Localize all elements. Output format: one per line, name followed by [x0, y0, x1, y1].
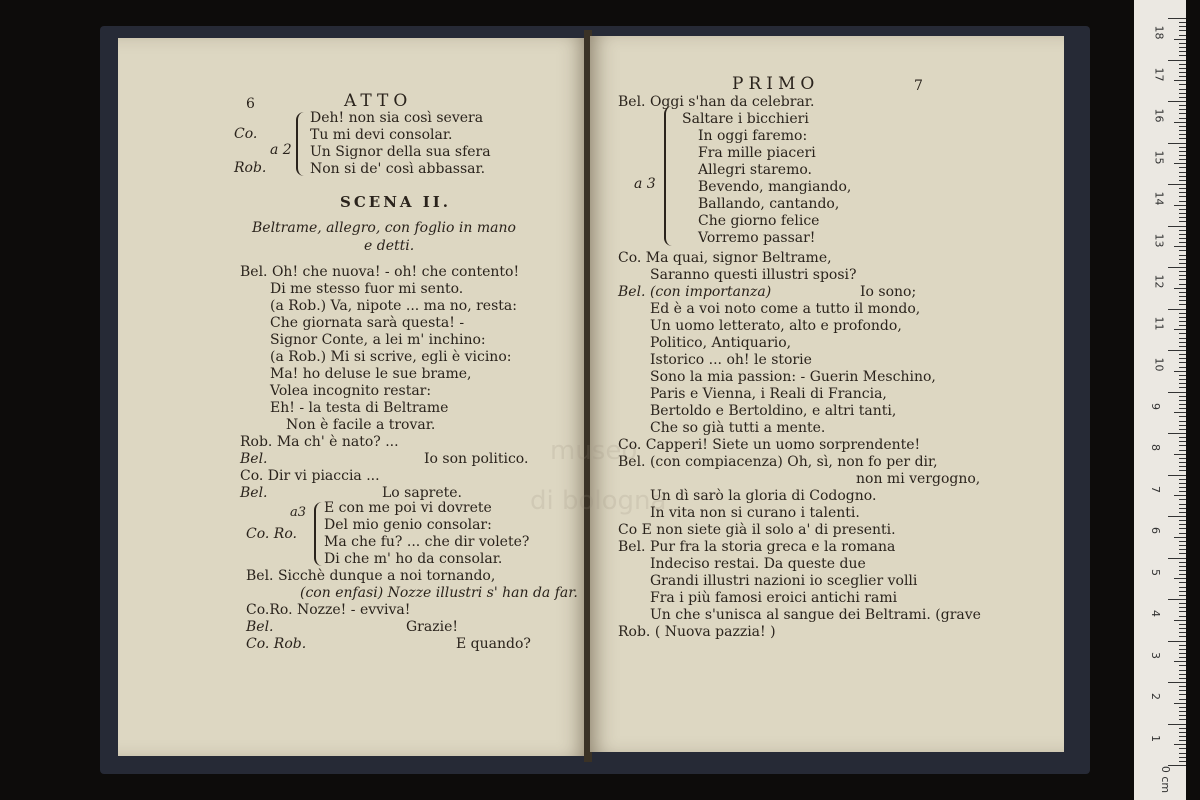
dialogue-line: Bertoldo e Bertoldino, e altri tanti,	[650, 403, 897, 419]
brace-line	[296, 112, 304, 176]
ruler-number: 2	[1149, 693, 1162, 700]
ruler-number: 7	[1149, 485, 1162, 493]
verse-line: Che giorno felice	[698, 213, 820, 229]
verse-line: Non si de' così abbassar.	[310, 161, 486, 177]
ruler-tick	[1179, 375, 1186, 376]
ruler-tick	[1179, 487, 1186, 488]
dialogue-line: Grandi illustri nazioni io sceglier volli	[650, 573, 918, 589]
ruler-tick	[1179, 93, 1186, 94]
ruler-tick	[1179, 711, 1186, 712]
ruler-tick	[1179, 367, 1186, 368]
ruler-tick	[1179, 43, 1186, 44]
ruler-tick	[1179, 678, 1186, 679]
ruler-tick	[1174, 246, 1186, 247]
ruler-tick	[1179, 30, 1186, 31]
ruler-tick	[1179, 649, 1186, 650]
ruler-tick	[1179, 238, 1186, 239]
ruler-tick	[1179, 653, 1186, 654]
dialogue-line: Co. Dir vi piaccia ...	[240, 468, 380, 484]
ruler-tick	[1179, 450, 1186, 451]
stage-direction: e detti.	[364, 238, 415, 254]
ruler-tick	[1168, 724, 1186, 725]
dialogue-line: Bel. (con importanza)	[618, 284, 772, 300]
ruler-tick	[1179, 416, 1186, 417]
verse-line: Deh! non sia così severa	[310, 110, 484, 126]
dialogue-line: In vita non si curano i talenti.	[650, 505, 860, 521]
brace-line	[314, 502, 322, 566]
verse-line: In oggi faremo:	[698, 128, 808, 144]
ruler-tick	[1179, 47, 1186, 48]
ruler-tick	[1179, 562, 1186, 563]
dialogue-line: Bel. Pur fra la storia greca e la romana	[618, 539, 896, 555]
ruler-tick	[1179, 387, 1186, 388]
dialogue-line: Rob. Ma ch' è nato? ...	[240, 434, 399, 450]
verse-line: Allegri staremo.	[698, 162, 812, 178]
ruler-tick	[1168, 433, 1186, 434]
ruler-tick	[1179, 217, 1186, 218]
dialogue-line: Io son politico.	[424, 451, 529, 467]
ruler-tick	[1179, 686, 1186, 687]
ruler-tick	[1179, 533, 1186, 534]
ruler-tick	[1179, 748, 1186, 749]
dialogue-line: E quando?	[456, 636, 531, 652]
ruler-tick	[1179, 587, 1186, 588]
dialogue-line: Fra i più famosi eroici antichi rami	[650, 590, 898, 606]
ruler-tick	[1179, 670, 1186, 671]
ruler-tick	[1179, 479, 1186, 480]
ruler-tick	[1179, 221, 1186, 222]
ruler-tick	[1174, 661, 1186, 662]
page-header: ATTO	[344, 91, 413, 111]
ruler-tick	[1168, 516, 1186, 517]
ruler-tick	[1179, 321, 1186, 322]
ruler-tick	[1174, 744, 1186, 745]
ruler-tick	[1179, 362, 1186, 363]
dialogue-line: (a Rob.) Va, nipote ... ma no, resta:	[270, 298, 517, 314]
ruler-tick	[1179, 317, 1186, 318]
ruler-tick	[1179, 404, 1186, 405]
ruler-tick	[1179, 196, 1186, 197]
ruler-tick	[1179, 715, 1186, 716]
verse-line: Ballando, cantando,	[698, 196, 840, 212]
ruler-number: 9	[1149, 402, 1162, 410]
verse-line: Tu mi devi consolar.	[310, 127, 453, 143]
ruler-tick	[1179, 159, 1186, 160]
dialogue-line: (con enfasi) Nozze illustri s' han da far.	[300, 585, 578, 601]
ruler-tick	[1179, 354, 1186, 355]
ruler-tick	[1179, 761, 1186, 762]
verse-line: Bevendo, mangiando,	[698, 179, 852, 195]
ruler-tick	[1179, 109, 1186, 110]
ruler-tick	[1179, 201, 1186, 202]
ruler-tick	[1168, 350, 1186, 351]
dialogue-line: Co.Ro. Nozze! - evviva!	[246, 602, 411, 618]
ruler-tick	[1179, 292, 1186, 293]
ruler-tick	[1179, 520, 1186, 521]
ruler-tick	[1179, 271, 1186, 272]
ruler-tick	[1179, 396, 1186, 397]
ruler-tick	[1179, 645, 1186, 646]
ruler-tick	[1179, 624, 1186, 625]
watermark-text: museo	[550, 436, 638, 466]
ruler-number: 13	[1152, 233, 1166, 247]
page-number: 6	[246, 96, 255, 112]
dialogue-line: Io sono;	[860, 284, 917, 300]
speaker-rob: Rob.	[234, 160, 267, 176]
ruler-tick	[1179, 740, 1186, 741]
dialogue-line: Politico, Antiquario,	[650, 335, 792, 351]
ruler-tick	[1179, 441, 1186, 442]
dialogue-line: Un che s'unisca al sangue dei Beltrami. (grave	[650, 607, 981, 623]
page-number: 7	[914, 78, 923, 94]
ruler-tick	[1179, 574, 1186, 575]
ruler-tick	[1168, 267, 1186, 268]
dialogue-line: Istorico ... oh! le storie	[650, 352, 812, 368]
ruler-number: 6	[1149, 527, 1162, 534]
ruler-tick	[1179, 549, 1186, 550]
ruler-number: 8	[1149, 444, 1162, 451]
ruler-tick	[1179, 134, 1186, 135]
dialogue-line: Che so già tutti a mente.	[650, 420, 826, 436]
ruler-tick	[1174, 205, 1186, 206]
ruler-tick	[1179, 250, 1186, 251]
ruler-tick	[1179, 213, 1186, 214]
ruler-tick	[1168, 143, 1186, 144]
dialogue-line: Lo saprete.	[382, 485, 463, 501]
dialogue-line: Un dì sarò la gloria di Codogno.	[650, 488, 877, 504]
ruler-tick	[1179, 524, 1186, 525]
dialogue-line: Co E non siete già il solo a' di presenti.	[618, 522, 896, 538]
ruler-tick	[1179, 611, 1186, 612]
ruler-tick	[1179, 130, 1186, 131]
ruler-tick	[1179, 603, 1186, 604]
ruler-number: 11	[1152, 316, 1166, 330]
ruler-tick	[1179, 508, 1186, 509]
ruler-tick	[1179, 313, 1186, 314]
ruler-tick	[1179, 342, 1186, 343]
ruler-tick	[1179, 470, 1186, 471]
ruler-tick	[1179, 51, 1186, 52]
ruler-tick	[1179, 35, 1186, 36]
speaker-label: Co. Rob.	[246, 636, 307, 652]
ruler-tick	[1168, 475, 1186, 476]
ruler-tick	[1179, 55, 1186, 56]
ruler-tick	[1179, 636, 1186, 637]
ruler-number: 4	[1149, 610, 1162, 617]
dialogue-line: Eh! - la testa di Beltrame	[270, 400, 449, 416]
ruler-tick	[1168, 60, 1186, 61]
ruler-tick	[1179, 595, 1186, 596]
ruler-tick	[1168, 101, 1186, 102]
ruler-tick	[1179, 192, 1186, 193]
ruler-number: 17	[1152, 67, 1166, 81]
ruler-tick	[1179, 97, 1186, 98]
measuring-ruler	[1134, 0, 1186, 800]
ruler-tick	[1179, 736, 1186, 737]
ruler-tick	[1179, 483, 1186, 484]
ruler-tick	[1179, 632, 1186, 633]
speaker-label: Bel.	[240, 451, 268, 467]
watermark-text: di bologna	[530, 486, 667, 516]
ruler-tick	[1168, 641, 1186, 642]
ruler-tick	[1179, 279, 1186, 280]
ruler-tick	[1179, 230, 1186, 231]
ruler-number: 10	[1152, 357, 1166, 372]
ruler-tick	[1179, 126, 1186, 127]
ruler-tick	[1179, 616, 1186, 617]
ruler-number: 16	[1152, 108, 1166, 123]
brace-line	[664, 106, 672, 246]
verse-line: Saltare i bicchieri	[682, 111, 809, 127]
ruler-number: 18	[1152, 25, 1166, 40]
ruler-tick	[1179, 72, 1186, 73]
ruler-tick	[1179, 458, 1186, 459]
ruler-number: 5	[1149, 568, 1162, 576]
ruler-tick	[1168, 558, 1186, 559]
ruler-tick	[1179, 304, 1186, 305]
ruler-tick	[1179, 68, 1186, 69]
ruler-tick	[1179, 719, 1186, 720]
ruler-tick	[1179, 582, 1186, 583]
dialogue-line: Un uomo letterato, alto e profondo,	[650, 318, 902, 334]
ruler-tick	[1174, 163, 1186, 164]
ruler-tick	[1179, 545, 1186, 546]
ruler-tick	[1179, 338, 1186, 339]
ruler-tick	[1179, 113, 1186, 114]
ruler-tick	[1179, 591, 1186, 592]
ruler-tick	[1179, 325, 1186, 326]
ruler-tick	[1179, 234, 1186, 235]
dialogue-line: Signor Conte, a lei m' inchino:	[270, 332, 486, 348]
dialogue-line: Co. Capperi! Siete un uomo sorprendente!	[618, 437, 921, 453]
dialogue-line: Rob. ( Nuova pazzia! )	[618, 624, 776, 640]
speaker-label: Bel.	[246, 619, 274, 635]
ruler-tick	[1179, 732, 1186, 733]
ruler-tick	[1179, 151, 1186, 152]
ruler-tick	[1179, 118, 1186, 119]
ruler-tick	[1179, 172, 1186, 173]
ruler-number: 12	[1152, 274, 1166, 289]
ruler-tick	[1179, 707, 1186, 708]
dialogue-line: Non è facile a trovar.	[286, 417, 436, 433]
ruler-tick	[1179, 76, 1186, 77]
ruler-tick	[1179, 26, 1186, 27]
ruler-tick	[1179, 296, 1186, 297]
dialogue-line: Ed è a voi noto come a tutto il mondo,	[650, 301, 921, 317]
ruler-tick	[1179, 690, 1186, 691]
ruler-tick	[1168, 682, 1186, 683]
ruler-tick	[1179, 180, 1186, 181]
ruler-tick	[1179, 566, 1186, 567]
ruler-tick	[1179, 665, 1186, 666]
ruler-number: 1	[1149, 734, 1162, 742]
ruler-tick	[1179, 491, 1186, 492]
ruler-tick	[1179, 284, 1186, 285]
ruler-tick	[1179, 607, 1186, 608]
ruler-tick	[1168, 599, 1186, 600]
ruler-tick	[1179, 570, 1186, 571]
ruler-tick	[1179, 466, 1186, 467]
ruler-tick	[1179, 437, 1186, 438]
ruler-tick	[1179, 358, 1186, 359]
dialogue-line: (a Rob.) Mi si scrive, egli è vicino:	[270, 349, 512, 365]
ruler-tick	[1174, 495, 1186, 496]
ruler-tick	[1179, 757, 1186, 758]
ruler-tick	[1179, 242, 1186, 243]
ruler-tick	[1179, 400, 1186, 401]
dialogue-line: Bel. Oggi s'han da celebrar.	[618, 94, 815, 110]
dialogue-line: non mi vergogno,	[856, 471, 981, 487]
ruler-tick	[1179, 553, 1186, 554]
ruler-tick	[1179, 504, 1186, 505]
verse-line: Ma che fu? ... che dir volete?	[324, 534, 530, 550]
ruler-tick	[1179, 699, 1186, 700]
ruler-tick	[1168, 309, 1186, 310]
ruler-tick	[1179, 425, 1186, 426]
ruler-tick	[1179, 155, 1186, 156]
speaker-label: Bel.	[240, 485, 268, 501]
dialogue-line: Co. Ma quai, signor Beltrame,	[618, 250, 832, 266]
dialogue-line: Ma! ho deluse le sue brame,	[270, 366, 472, 382]
speaker-co: Co.	[234, 126, 258, 142]
ruler-tick	[1179, 694, 1186, 695]
ruler-tick	[1179, 753, 1186, 754]
dialogue-line: Sono la mia passion: - Guerin Meschino,	[650, 369, 936, 385]
ruler-tick	[1179, 138, 1186, 139]
dialogue-line: Grazie!	[406, 619, 458, 635]
ruler-tick	[1179, 209, 1186, 210]
ruler-tick	[1179, 657, 1186, 658]
ruler-tick	[1174, 80, 1186, 81]
dialogue-line: Volea incognito restar:	[270, 383, 432, 399]
together-marker: a3	[290, 505, 307, 520]
stage-direction: Beltrame, allegro, con foglio in mano	[252, 220, 516, 236]
ruler-tick	[1174, 39, 1186, 40]
dialogue-line: Saranno questi illustri sposi?	[650, 267, 857, 283]
ruler-tick	[1168, 226, 1186, 227]
ruler-tick	[1179, 628, 1186, 629]
verse-line: Del mio genio consolar:	[324, 517, 492, 533]
ruler-tick	[1174, 620, 1186, 621]
ruler-tick	[1179, 445, 1186, 446]
ruler-tick	[1168, 184, 1186, 185]
ruler-tick	[1179, 188, 1186, 189]
ruler-tick	[1174, 122, 1186, 123]
ruler-tick	[1174, 371, 1186, 372]
ruler-tick	[1174, 288, 1186, 289]
ruler-tick	[1179, 263, 1186, 264]
ruler-tick	[1174, 454, 1186, 455]
ruler-tick	[1174, 578, 1186, 579]
ruler-tick	[1174, 703, 1186, 704]
ruler-tick	[1168, 392, 1186, 393]
ruler-tick	[1179, 167, 1186, 168]
ruler-number: 3	[1149, 651, 1162, 659]
ruler-tick	[1168, 18, 1186, 19]
ruler-tick	[1179, 429, 1186, 430]
ruler-tick	[1179, 674, 1186, 675]
ruler-tick	[1179, 528, 1186, 529]
ruler-tick	[1179, 176, 1186, 177]
dialogue-line: Bel. (con compiacenza) Oh, sì, non fo per dir,	[618, 454, 938, 470]
ruler-number: 0 cm	[1159, 765, 1173, 794]
dialogue-line: Paris e Vienna, i Reali di Francia,	[650, 386, 887, 402]
ruler-tick	[1179, 728, 1186, 729]
dialogue-line: Indeciso restai. Da queste due	[650, 556, 866, 572]
ruler-tick	[1179, 84, 1186, 85]
verse-line: E con me poi vi dovrete	[324, 500, 492, 516]
ruler-tick	[1179, 499, 1186, 500]
ruler-tick	[1179, 421, 1186, 422]
speakers-co-ro: Co. Ro.	[246, 526, 297, 542]
ruler-tick	[1174, 412, 1186, 413]
scene-title: SCENA II.	[340, 193, 452, 211]
ruler-tick	[1179, 383, 1186, 384]
page-header: PRIMO	[732, 74, 820, 94]
verse-line: Un Signor della sua sfera	[310, 144, 491, 160]
ruler-tick	[1179, 346, 1186, 347]
together-marker: a 2	[270, 142, 292, 158]
ruler-tick	[1179, 408, 1186, 409]
ruler-tick	[1179, 64, 1186, 65]
ruler-tick	[1179, 300, 1186, 301]
ruler-tick	[1179, 105, 1186, 106]
ruler-tick	[1179, 259, 1186, 260]
dialogue-line: Che giornata sarà questa! -	[270, 315, 465, 331]
ruler-tick	[1179, 379, 1186, 380]
dialogue-line: Bel. Oh! che nuova! - oh! che contento!	[240, 264, 520, 280]
verse-line: Di che m' ho da consolar.	[324, 551, 503, 567]
ruler-tick	[1179, 512, 1186, 513]
verse-line: Fra mille piaceri	[698, 145, 816, 161]
ruler-tick	[1179, 22, 1186, 23]
ruler-tick	[1179, 333, 1186, 334]
ruler-number: 14	[1152, 191, 1166, 206]
ruler-tick	[1174, 537, 1186, 538]
ruler-tick	[1179, 89, 1186, 90]
ruler-tick	[1179, 255, 1186, 256]
ruler-tick	[1174, 329, 1186, 330]
ruler-tick	[1179, 462, 1186, 463]
right-page	[530, 36, 1064, 752]
ruler-tick	[1179, 147, 1186, 148]
together-marker: a 3	[634, 176, 656, 192]
verse-line: Vorremo passar!	[698, 230, 816, 246]
dialogue-line: Bel. Sicchè dunque a noi tornando,	[246, 568, 496, 584]
left-page	[118, 38, 586, 756]
ruler-number: 15	[1152, 150, 1166, 164]
dialogue-line: Di me stesso fuor mi sento.	[270, 281, 464, 297]
ruler-tick	[1179, 275, 1186, 276]
ruler-tick	[1179, 541, 1186, 542]
